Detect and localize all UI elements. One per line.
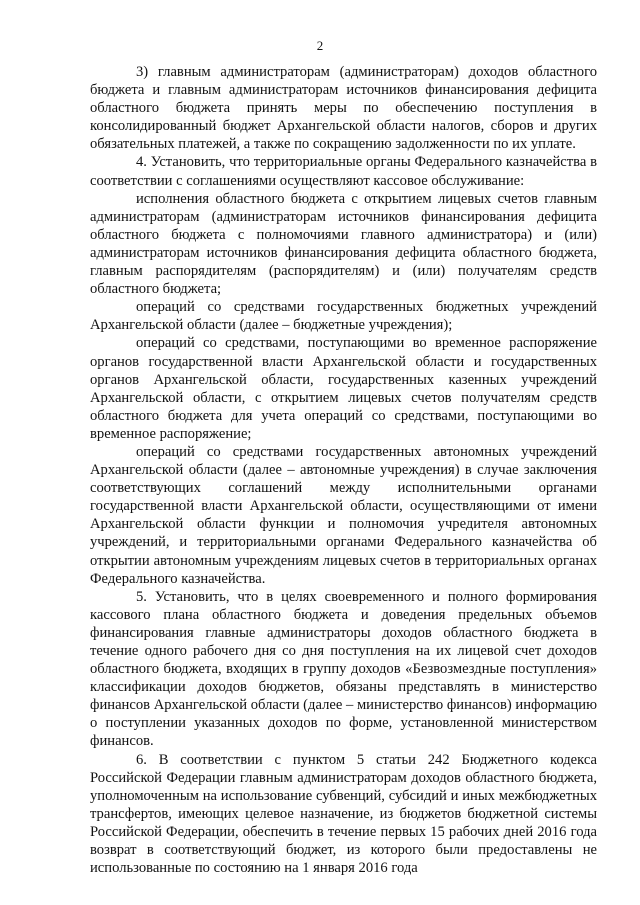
paragraph-3-point-3: 3) главным администраторам (администраторам) доходов областного бюджета и главным администраторам источников финансирования дефицита областного бюджета принять меры по обеспечению поступления в консолидированный бюджет Архангельской области налогов, сборов и других обязательных платежей, а также по сокращению задолженности по их уплате.	[90, 64, 597, 153]
paragraph-4-item-autonomous-institutions: операций со средствами государственных автономных учреждений Архангельской области (далее – автономные учреждения) в случае заключения соответствующих соглашений между исполнительными органами государственной власти Архангельской области, осуществляющими от имени Архангельской области функции и полномочия учредителя автономных учреждений, и территориальными органами Федерального казначейства об открытии автономным учреждениям лицевых счетов в территориальных органах Федерального казначейства.	[90, 443, 597, 587]
page-number: 2	[316, 38, 324, 53]
document-body	[90, 63, 597, 877]
paragraph-5: 5. Установить, что в целях своевременного и полного формирования кассового плана областного бюджета и доведения предельных объемов финансирования главные администраторы доходов областного бюджета в течение одного рабочего дня со дня поступления на их лицевой счет доходов областного бюджета, входящих в группу доходов «Безвозмездные поступления» классификации доходов бюджетов, обязаны представлять в министерство финансов Архангельской области (далее – министерство финансов) информацию о поступлении указанных доходов по форме, установленной министерством финансов.	[90, 588, 597, 750]
paragraph-4-item-budget-execution: исполнения областного бюджета с открытием лицевых счетов главным администраторам (администраторам источников финансирования дефицита областного бюджета с полномочиями главного администратора) и (или) администраторам источников финансирования дефицита областного бюджета, главным распорядителям (распорядителям) и (или) получателям средств областного бюджета;	[90, 190, 597, 298]
paragraph-6: 6. В соответствии с пунктом 5 статьи 242 Бюджетного кодекса Российской Федерации главным администраторам доходов областного бюджета, уполномоченным на использование субвенций, субсидий и иных межбюджетных трансфертов, имеющих целевое назначение, из бюджетов бюджетной системы Российской Федерации, обеспечить в течение первых 15 рабочих дней 2016 года возврат в соответствующий бюджет, из которого были предоставлены не использованные по состоянию на 1 января 2016 года	[90, 751, 597, 877]
paragraph-4-item-temporary-funds: операций со средствами, поступающими во временное распоряжение органов государственной власти Архангельской области и государственных органов Архангельской области, государственных казенных учреждений Архангельской области, с открытием лицевых счетов получателям средств областного бюджета для учета операций со средствами, поступающими во временное распоряжение;	[90, 335, 597, 442]
paragraph-4: 4. Установить, что территориальные органы Федерального казначейства в соответствии с соглашениями осуществляют кассовое обслуживание:	[90, 154, 597, 189]
paragraph-4-item-budget-institutions: операций со средствами государственных бюджетных учреждений Архангельской области (далее – бюджетные учреждения);	[90, 299, 597, 334]
